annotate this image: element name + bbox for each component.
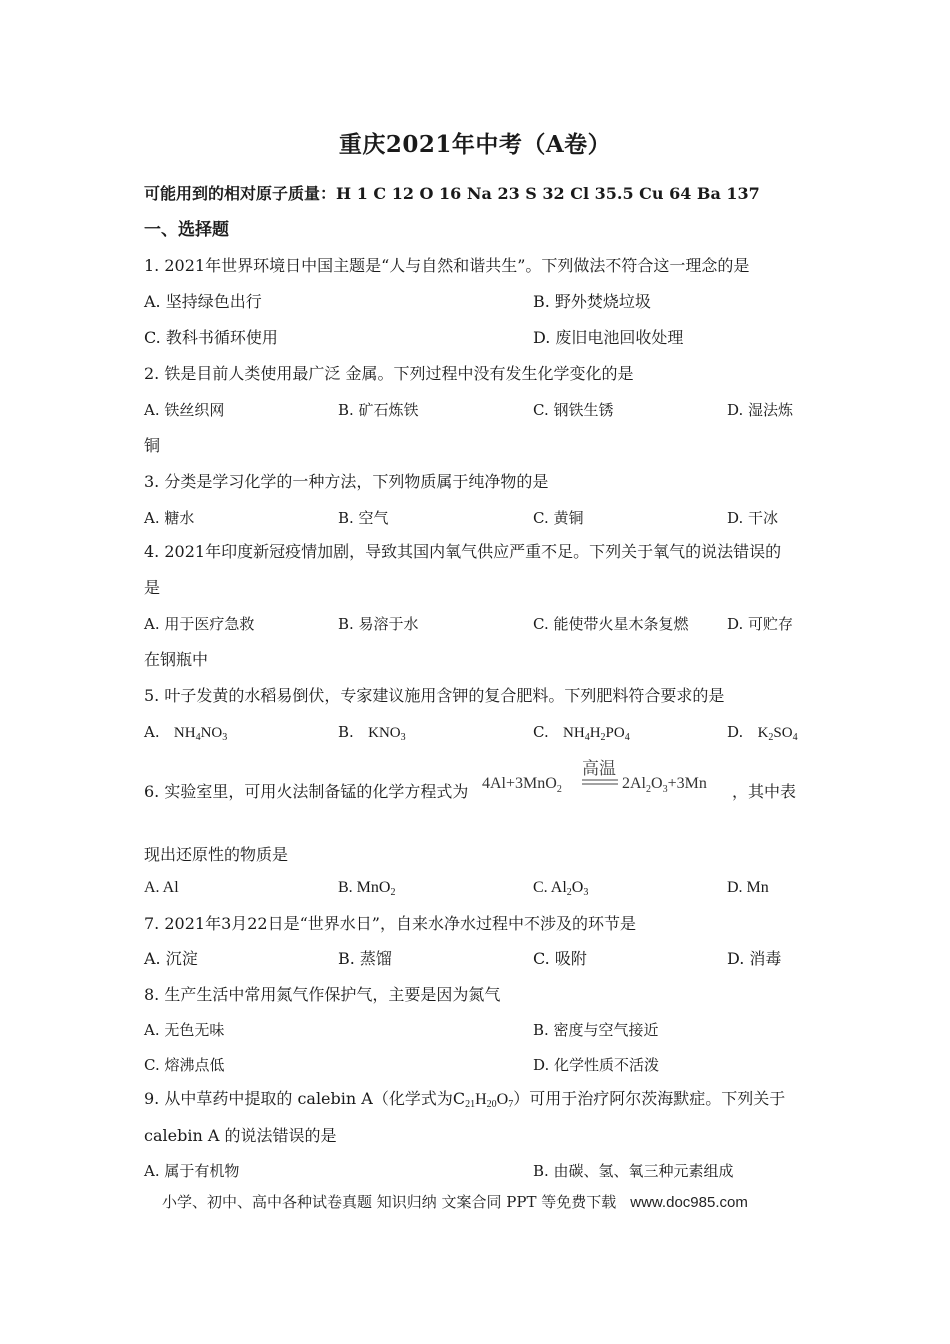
q2-stem: 2. 铁是目前人类使用最广泛 金属。下列过程中没有发生化学变化的是 bbox=[144, 364, 634, 383]
q9-f-sub2: 20 bbox=[486, 1099, 497, 1110]
q5-stem: 5. 叶子发黄的水稻易倒伏，专家建议施用含钾的复合肥料。下列肥料符合要求的是 bbox=[144, 686, 725, 705]
q6-c-sub2: 3 bbox=[583, 887, 589, 898]
atomic-masses: 可能用到的相对原子质量：H 1 C 12 O 16 Na 23 S 32 Cl 35.5 Cu 64 Ba 137 bbox=[144, 184, 760, 203]
q8-option-d: D. 化学性质不活泼 bbox=[533, 1056, 660, 1074]
q4-stem: 4. 2021年印度新冠疫情加剧，导致其国内氧气供应严重不足。下列关于氧气的说法错误的 bbox=[144, 542, 782, 561]
q4-option-a: A. 用于医疗急救 bbox=[144, 615, 255, 633]
q6-c-mid: O bbox=[571, 879, 584, 896]
q5-a-f0: NH bbox=[173, 725, 196, 741]
q5-d-f0: K bbox=[757, 725, 769, 741]
q5-c-f3: 2 bbox=[600, 732, 606, 743]
q6-b-label: B. MnO bbox=[338, 879, 391, 896]
q6-stem-wrap: 现出还原性的物质是 bbox=[144, 845, 289, 864]
q6-option-d: D. Mn bbox=[727, 879, 769, 896]
q9-f-sub1: 21 bbox=[465, 1099, 476, 1110]
q6-c-label: C. Al bbox=[533, 879, 567, 896]
q2-option-d: D. 湿法炼 bbox=[727, 401, 794, 419]
footer-text: 小学、初中、高中各种试卷真题 知识归纳 文案合同 PPT 等免费下载 bbox=[162, 1193, 617, 1211]
q5-c-f2: H bbox=[589, 725, 601, 741]
q7-option-c: C. 吸附 bbox=[533, 949, 587, 968]
q9-f-h: H bbox=[475, 1091, 487, 1108]
eq-condition: 高温 bbox=[582, 759, 616, 779]
q1-stem: 1. 2021年世界环境日中国主题是“人与自然和谐共生”。下列做法不符合这一理念的是 bbox=[144, 256, 750, 275]
q6-option-c bbox=[533, 877, 588, 899]
q9-f-sub3: 7 bbox=[508, 1099, 514, 1110]
q6-b-sub: 2 bbox=[390, 887, 396, 898]
q7-stem: 7. 2021年3月22日是“世界水日”，自来水净水过程中不涉及的环节是 bbox=[144, 914, 636, 933]
q1-option-a: A. 坚持绿色出行 bbox=[144, 292, 262, 311]
q9-f-o: O bbox=[496, 1091, 509, 1108]
q2-option-d-wrap: 铜 bbox=[144, 436, 161, 455]
eq-right-sub2: 3 bbox=[662, 784, 668, 795]
q4-option-d: D. 可贮存 bbox=[727, 615, 794, 633]
q9-stem-after: ）可用于治疗阿尔茨海默症。下列关于 bbox=[513, 1089, 786, 1108]
q5-b-f1: 3 bbox=[400, 732, 406, 743]
q6-equation bbox=[482, 756, 732, 812]
q1-option-c: C. 教科书循环使用 bbox=[144, 328, 278, 347]
q5-c-f5: 4 bbox=[624, 732, 630, 743]
eq-right-b: O bbox=[651, 775, 663, 792]
q6-stem-before: 6. 实验室里，可用火法制备锰的化学方程式为 bbox=[144, 782, 469, 801]
q5-option-d bbox=[727, 721, 798, 744]
q2-option-b: B. 矿石炼铁 bbox=[338, 401, 419, 419]
q8-option-c: C. 熔沸点低 bbox=[144, 1056, 225, 1074]
q5-d-f3: 4 bbox=[792, 732, 798, 743]
q5-c-label: C. bbox=[533, 723, 549, 741]
section-heading: 一、选择题 bbox=[144, 220, 229, 240]
q5-c-f4: PO bbox=[605, 725, 625, 741]
q9-stem-wrap: calebin A 的说法错误的是 bbox=[144, 1126, 337, 1145]
q5-b-label: B. bbox=[338, 723, 354, 741]
q7-option-d: D. 消毒 bbox=[727, 949, 782, 968]
q5-d-f2: SO bbox=[773, 725, 793, 741]
q4-stem-wrap: 是 bbox=[144, 578, 161, 597]
eq-left-sub: 2 bbox=[556, 784, 562, 795]
q8-option-b: B. 密度与空气接近 bbox=[533, 1021, 659, 1039]
q4-option-d-wrap: 在钢瓶中 bbox=[144, 650, 209, 669]
q5-d-label: D. bbox=[727, 723, 744, 741]
page-title: 重庆2021年中考（A卷） bbox=[338, 131, 612, 158]
q5-a-f1: 4 bbox=[195, 732, 201, 743]
q5-option-c bbox=[533, 721, 630, 744]
q1-option-d: D. 废旧电池回收处理 bbox=[533, 328, 684, 347]
page-footer bbox=[162, 1191, 748, 1212]
q5-option-a bbox=[144, 721, 227, 744]
q8-option-a: A. 无色无味 bbox=[144, 1021, 225, 1039]
eq-right bbox=[622, 775, 707, 795]
q6-c-sub1: 2 bbox=[566, 887, 572, 898]
q8-stem: 8. 生产生活中常用氮气作保护气，主要是因为氮气 bbox=[144, 985, 501, 1004]
eq-right-a: 2Al bbox=[622, 775, 646, 792]
eq-right-c: +3Mn bbox=[667, 775, 707, 792]
q4-option-c: C. 能使带火星木条复燃 bbox=[533, 615, 689, 633]
q3-option-c: C. 黄铜 bbox=[533, 509, 584, 527]
q9-option-b: B. 由碳、氢、氧三种元素组成 bbox=[533, 1162, 734, 1180]
q6-option-a: A. Al bbox=[144, 879, 179, 896]
q7-option-b: B. 蒸馏 bbox=[338, 949, 392, 968]
q5-c-f1: 4 bbox=[584, 732, 590, 743]
q3-option-b: B. 空气 bbox=[338, 509, 389, 527]
q5-b-f0: KNO bbox=[368, 725, 401, 741]
q6-stem-after: ，其中表 bbox=[732, 782, 797, 801]
q5-c-f0: NH bbox=[563, 725, 585, 741]
q5-a-f2: NO bbox=[200, 725, 223, 741]
q5-d-f1: 2 bbox=[768, 732, 774, 743]
eq-left-main: 4Al+3MnO bbox=[482, 775, 557, 792]
q9-stem bbox=[144, 1088, 785, 1111]
q9-stem-before: 9. 从中草药中提取的 calebin A（化学式为C bbox=[144, 1089, 466, 1108]
q9-option-a: A. 属于有机物 bbox=[144, 1162, 240, 1180]
q5-a-label: A. bbox=[144, 723, 160, 741]
q2-option-c: C. 钢铁生锈 bbox=[533, 401, 614, 419]
q3-option-d: D. 干冰 bbox=[727, 509, 779, 527]
q4-option-b: B. 易溶于水 bbox=[338, 615, 419, 633]
q3-stem: 3. 分类是学习化学的一种方法，下列物质属于纯净物的是 bbox=[144, 472, 549, 491]
q5-a-f3: 3 bbox=[222, 732, 228, 743]
eq-left bbox=[482, 775, 562, 795]
q2-option-a: A. 铁丝织网 bbox=[144, 401, 225, 419]
q3-option-a: A. 糖水 bbox=[144, 509, 195, 527]
q7-option-a: A. 沉淀 bbox=[144, 949, 198, 968]
eq-right-sub1: 2 bbox=[646, 784, 651, 795]
q6-option-b bbox=[338, 877, 395, 899]
footer-url-link[interactable]: www.doc985.com bbox=[630, 1194, 748, 1211]
q5-option-b bbox=[338, 721, 406, 744]
q1-option-b: B. 野外焚烧垃圾 bbox=[533, 292, 651, 311]
